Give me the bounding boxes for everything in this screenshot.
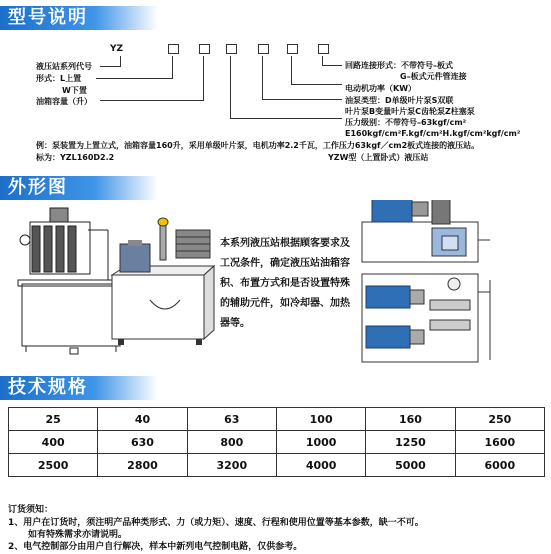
code-box	[226, 44, 237, 54]
table-cell: 250	[455, 408, 544, 431]
table-cell: 800	[187, 431, 276, 454]
section-banner-spec	[0, 376, 158, 400]
table-cell: 630	[98, 431, 187, 454]
label-pressure-2: E160kgf/cm²F.kgf/cm²H.kgf/cm²kgf/cm²	[345, 129, 521, 138]
spec-table	[8, 407, 545, 477]
code-box	[199, 44, 210, 54]
table-cell: 2800	[98, 454, 187, 477]
label-tank-capacity: 油箱容量（升）	[36, 97, 92, 106]
label-pump-type-2: 叶片泵B变量叶片泵C齿轮泵Z柱塞泵	[345, 107, 475, 116]
example-mark: 标为：YZL160D2.2	[36, 153, 115, 162]
section-title: 外形图	[8, 177, 68, 198]
table-cell: 160	[366, 408, 455, 431]
drawing-horizontal-station	[362, 200, 490, 362]
notes-item-1-cont: 如有特殊需求亦请说明。	[28, 530, 128, 540]
section-title: 型号说明	[8, 7, 88, 28]
code-box	[287, 44, 298, 54]
example-text: 例：泵装置为上置立式，油箱容量160升，采用单级叶片泵，电机功率2.2千瓦，工作压力63kgf／cm2板式连接的液压站。	[36, 141, 480, 150]
section-banner-model	[0, 6, 158, 30]
table-cell: 1000	[276, 431, 365, 454]
outline-description: 本系列液压站根据顾客要求及工况条件，确定液压站油箱容积、布置方式和是否设置特殊的辅助元件，如冷却器、加热器等。	[220, 238, 350, 329]
section-title: 技术规格	[8, 377, 88, 398]
table-cell: 63	[187, 408, 276, 431]
table-row	[9, 454, 545, 477]
table-cell: 5000	[366, 454, 455, 477]
table-cell: 4000	[276, 454, 365, 477]
drawing-vertical-station	[18, 208, 124, 354]
label-series-code: 液压站系列代号	[36, 62, 92, 71]
code-box	[318, 44, 329, 54]
table-row	[9, 408, 545, 431]
table-cell: 2500	[9, 454, 98, 477]
table-cell: 3200	[187, 454, 276, 477]
notes-item-2: 2、电气控制部分由用户自行解决，样本中新列电气控制电路，仅供参考。	[8, 542, 303, 552]
label-form-w: W下置	[62, 86, 87, 95]
table-cell: 400	[9, 431, 98, 454]
label-motor-power: 电动机功率（KW）	[345, 84, 417, 93]
label-pump-type: 油泵类型：D单级叶片泵S双联	[345, 96, 454, 105]
section-banner-outline	[0, 176, 158, 200]
table-row	[9, 431, 545, 454]
model-prefix: YZ	[110, 44, 124, 54]
table-cell: 1250	[366, 431, 455, 454]
table-cell: 25	[9, 408, 98, 431]
label-pressure: 压力级别：不带符号–63kgf/cm²	[345, 118, 467, 127]
table-cell: 6000	[455, 454, 544, 477]
notes-title: 订货须知：	[8, 505, 54, 515]
label-circuit-g: G–板式元件管连接	[400, 72, 467, 81]
table-cell: 100	[276, 408, 365, 431]
label-circuit-connection: 回路连接形式：不带符号–板式	[345, 61, 453, 70]
table-cell: 40	[98, 408, 187, 431]
example-model-name: YZW型（上置卧式）液压站	[328, 153, 429, 162]
label-form: 形式：L上置	[36, 74, 82, 83]
drawing-3d-station	[112, 218, 214, 345]
code-box	[168, 44, 179, 54]
notes-item-1: 1、用户在订货时，须注明产品种类形式、力（或力矩）、速度、行程和使用位置等基本参数，缺一不可。	[8, 518, 424, 528]
code-box	[258, 44, 269, 54]
table-cell: 1600	[455, 431, 544, 454]
